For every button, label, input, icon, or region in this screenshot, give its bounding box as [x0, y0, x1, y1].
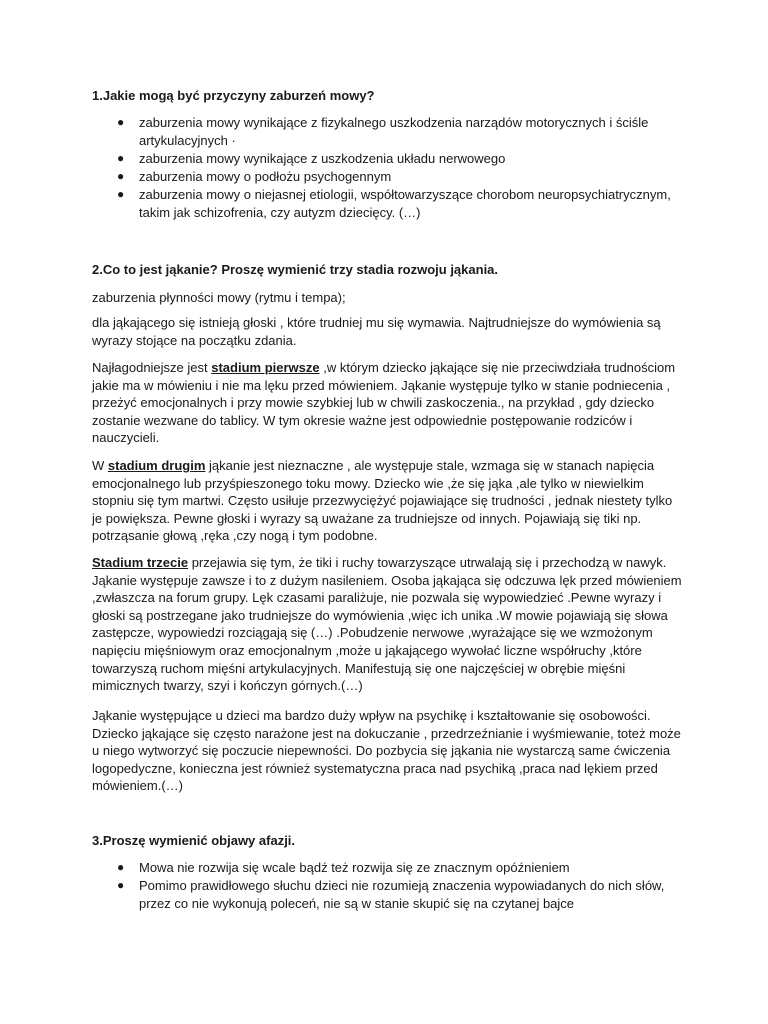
stage-2-term: stadium drugim [107, 458, 206, 473]
stage-1-term: stadium pierwsze [211, 360, 320, 375]
question-2-paragraph-1: zaburzenia płynności mowy (rytmu i tempa); [92, 290, 346, 305]
list-item: ● Pomimo prawidłowego słuchu dzieci nie rozumieją znaczenia wypowiadanych do nich słów, przez co nie wykonują poleceń, nie są w stanie skupić się na czytanej bajce [117, 878, 665, 911]
question-2-heading: 2.Co to jest jąkanie? Proszę wymienić trzy stadia rozwoju jąkania. [92, 262, 499, 277]
question-1-list [92, 114, 692, 222]
stage-3-term: Stadium trzecie [92, 555, 189, 570]
bullet-icon: ● [117, 187, 125, 202]
question-3-heading: 3.Proszę wymienić objawy afazji. [92, 833, 296, 848]
bullet-icon: ● [117, 878, 125, 893]
question-3-list [92, 859, 692, 913]
list-item: ● zaburzenia mowy o podłożu psychogennym [117, 168, 392, 184]
list-item: ● zaburzenia mowy wynikające z uszkodzenia układu nerwowego [117, 150, 506, 166]
list-item: ● zaburzenia mowy o niejasnej etiologii, współtowarzyszące chorobom neuropsychiatrycznym, takim jak schizofrenia, czy autyzm dziecięcy. (…) [117, 187, 671, 220]
question-2-paragraph-stage-1: Najłagodniejsze jest stadium pierwsze ,w którym dziecko jąkające się nie przeciwdziała trudnościom jakie ma w mówieniu i nie ma lęku przed mówieniem. Jąkanie występuje tylko w stanie podniecenia , przeżyć emocjonalnych i przy mowie szybkiej lub w chwili zaskoczenia., na przykład , gdy dziecko zostanie wezwane do tablicy. W tym okresie ważne jest odpowiednie postępowanie rodziców i nauczycieli. [92, 360, 676, 446]
question-2-paragraph-stage-2: W stadium drugim jąkanie jest nieznaczne , ale występuje stale, wzmaga się w stanach napięcia emocjonalnego lub przyśpieszonego toku mowy. Dziecko wie ,że się jąka ,ale tylko w niewielkim stopniu się tym martwi. Często usiłuje przezwyciężyć pojawiające się trudności , jednak niestety tylko je powiększa. Pewne głoski i wyrazy są uważane za trudniejsze od innych. Pojawiają się tiki np. potrząsanie głową ,ręka ,czy nogą i tym podobne. [92, 458, 673, 544]
bullet-icon: ● [117, 860, 125, 874]
question-2-paragraph-2: dla jąkającego się istnieją głoski , które trudniej mu się wymawia. Najtrudniejsze do wymówienia są wyrazy stojące na początku zdania. [92, 315, 661, 348]
list-item: ● Mowa nie rozwija się wcale bądź też rozwija się ze znacznym opóźnieniem [117, 860, 570, 875]
list-item: ● zaburzenia mowy wynikające z fizykalnego uszkodzenia narządów motorycznych i ściśle artykulacyjnych · [117, 115, 649, 148]
question-1-heading: 1.Jakie mogą być przyczyny zaburzeń mowy? [92, 88, 375, 103]
question-2-paragraph-stage-3: Stadium trzecie przejawia się tym, że tiki i ruchy towarzyszące utrwalają się i przechodzą w nawyk. Jąkanie występuje zawsze i to z dużym nasileniem. Osoba jąkająca się odczuwa lęk przed mówieniem ,zwłaszcza na forum grupy. Lęk czasami paraliżuje, nie pozwala się wypowiedzieć .Pewne wyrazy i głoski są postrzegane jako trudniejsze do wymówienia ,więc ich unika .W mowie pojawiają się słowa zastępcze, wypowiedzi rozciągają się (…) .Pobudzenie nerwowe ,wyrażające się we wzmożonym napięciu mięśniowym oraz emocjonalnym ,może u jąkającego wywołać liczne współruchy ,które towarzyszą ruchom mięśni artykulacyjnych. Manifestują się one najczęściej w obrębie mięśni mimicznych twarzy, szyi i kończyn górnych.(…) [92, 555, 682, 694]
bullet-icon: ● [117, 115, 125, 129]
question-2-paragraph-summary: Jąkanie występujące u dzieci ma bardzo duży wpływ na psychikę i kształtowanie się osobowości. Dziecko jąkające się często narażone jest na dokuczanie , przedrzeźnianie i wyśmiewanie, toteż może u niego wytworzyć się poczucie niepewności. Do pozbycia się jąkania nie wystarczą same ćwiczenia logopedyczne, konieczna jest również systematyczna praca nad psychiką ,praca nad lękiem przed mówieniem.(…) [92, 708, 681, 794]
bullet-icon: ● [117, 168, 125, 183]
bullet-icon: ● [117, 150, 125, 165]
